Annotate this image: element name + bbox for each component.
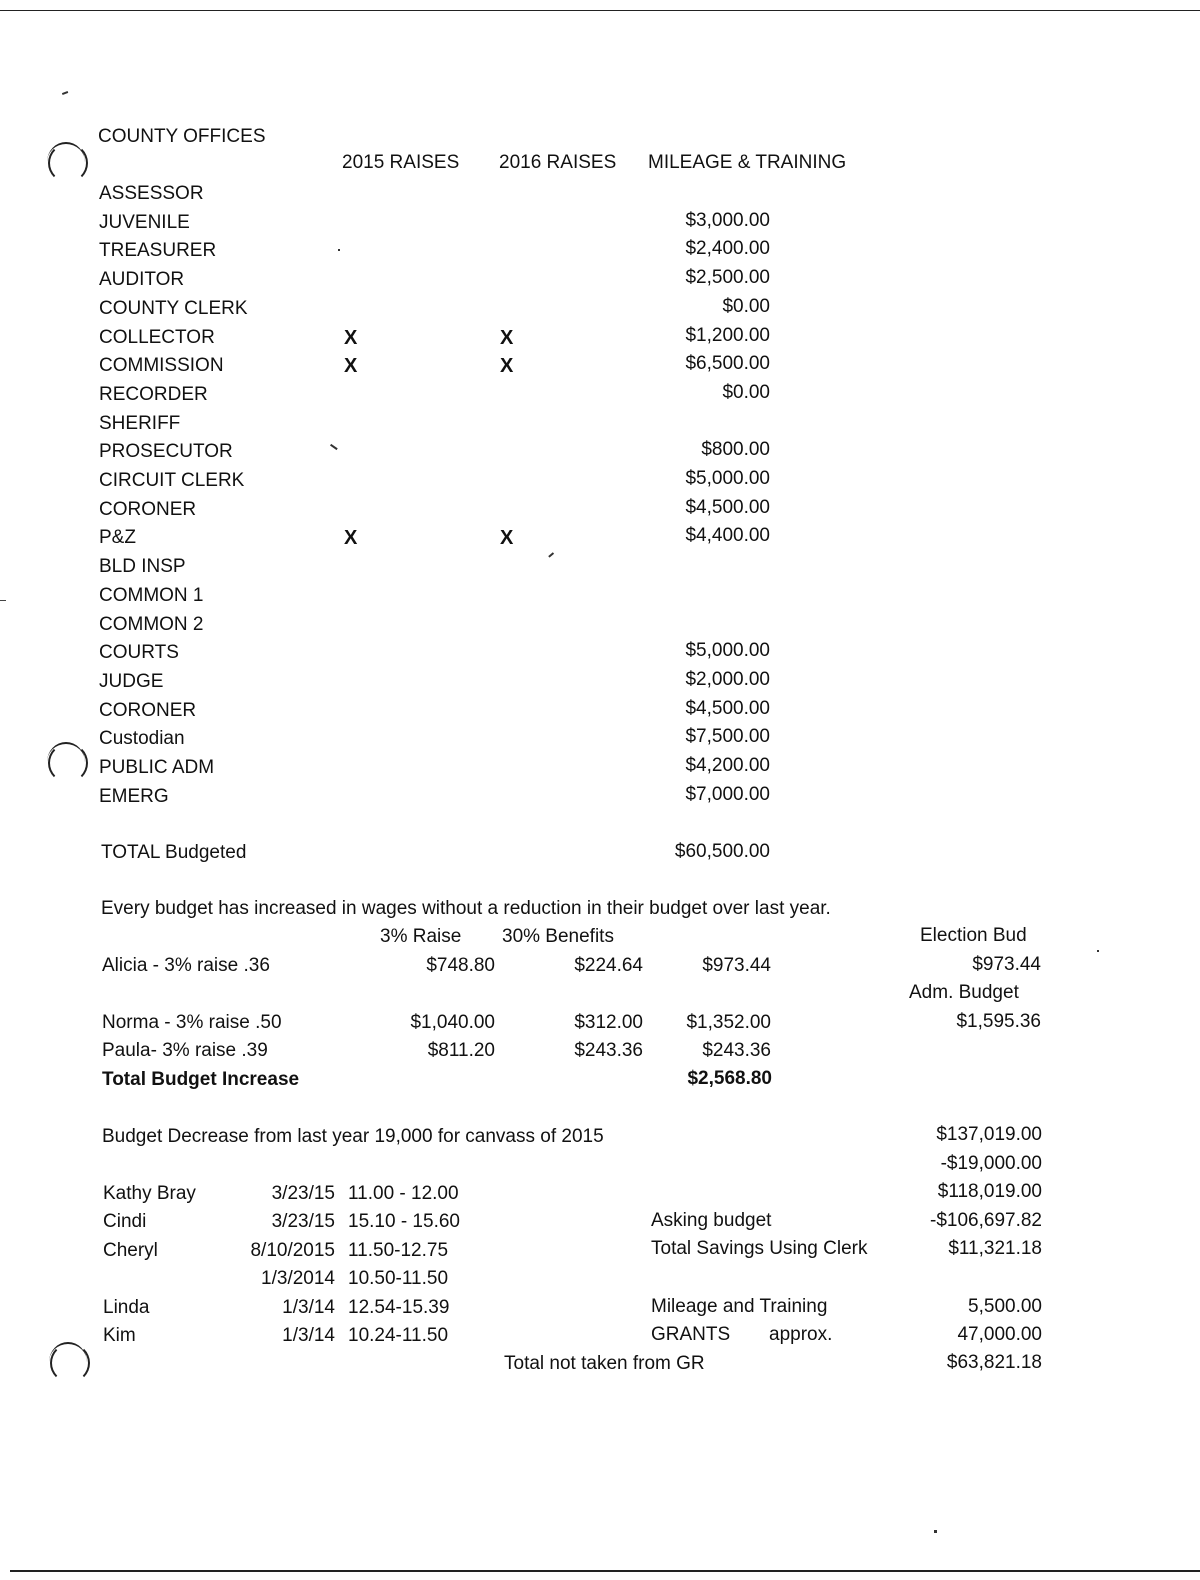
canvass-hours: 12.54-15.39 [348,1296,450,1318]
summary-value: -$19,000.00 [940,1152,1042,1174]
raise-amount: $811.20 [427,1040,495,1061]
office-name: JUDGE [99,670,164,692]
raise-total: $243.36 [702,1040,771,1061]
canvass-worker: Kathy Bray [103,1183,196,1204]
page-top-edge [0,0,1200,11]
office-name: CORONER [99,498,197,520]
col-header-2015: 2015 RAISES [342,152,460,173]
canvass-hours: 11.00 - 12.00 [348,1183,459,1204]
total-budgeted-value: $60,500.00 [674,841,770,862]
speck [62,91,68,94]
benefits-amount: $224.64 [574,955,643,976]
office-name: PUBLIC ADM [99,757,215,778]
margin-mark [0,600,6,601]
mileage-value: $4,500.00 [685,697,770,719]
election-header: Election Bud [920,925,1027,946]
summary-value: 47,000.00 [957,1324,1042,1346]
summary-value: $118,019.00 [937,1181,1042,1203]
mileage-value: $4,400.00 [685,525,770,547]
employee-name: Norma - 3% raise .50 [102,1012,282,1033]
page-title: COUNTY OFFICES [98,126,266,147]
raise-2015-mark: X [344,355,358,378]
office-name: COMMON 2 [99,613,204,635]
mileage-value: $0.00 [722,295,770,317]
summary-extra: approx. [769,1324,833,1346]
canvass-worker: Linda [103,1296,150,1318]
office-name: SHERIFF [99,412,181,434]
office-name: COMMON 1 [99,584,204,606]
raise-amount: $748.80 [426,955,495,976]
col-header-2016: 2016 RAISES [499,152,617,173]
raise-total: $1,352.00 [686,1012,771,1033]
office-name: COLLECTOR [99,326,215,348]
employee-name: Paula- 3% raise .39 [102,1040,268,1061]
office-name: COMMISSION [99,355,224,377]
raise-2016-mark: X [500,527,514,550]
decrease-note: Budget Decrease from last year 19,000 for canvass of 2015 [102,1126,604,1147]
mileage-value: $3,000.00 [685,209,770,231]
office-name: EMERG [99,785,169,807]
office-name: Custodian [99,728,185,750]
canvass-hours: 10.24-11.50 [348,1325,449,1346]
summary-label: GRANTS [651,1324,731,1346]
mileage-value: $5,000.00 [685,468,770,489]
summary-value: $11,321.18 [948,1238,1042,1260]
office-name: BLD INSP [99,556,186,578]
mileage-value: $4,200.00 [685,755,770,776]
office-name: JUVENILE [99,211,190,233]
summary-label: Mileage and Training [651,1295,828,1317]
mileage-value: $2,400.00 [685,238,770,260]
office-name: CIRCUIT CLERK [99,470,245,491]
total-increase-value: $2,568.80 [687,1068,772,1089]
canvass-date: 1/3/2014 [261,1268,335,1290]
total-not-taken-value: $63,821.18 [946,1352,1042,1373]
page-bottom-edge [10,1570,1200,1572]
budget-side-value: $1,595.36 [956,1011,1041,1032]
summary-label: Total Savings Using Clerk [651,1238,868,1260]
canvass-worker: Kim [103,1325,136,1346]
office-name: COURTS [99,642,179,664]
canvass-hours: 10.50-11.50 [348,1268,449,1290]
mileage-value: $2,000.00 [685,668,770,690]
canvass-date: 1/3/14 [282,1296,335,1318]
raise-header: 3% Raise [380,926,462,947]
adm-header: Adm. Budget [909,982,1019,1003]
punch-hole-icon [48,143,88,183]
office-name: AUDITOR [99,269,185,291]
canvass-hours: 11.50-12.75 [348,1239,449,1261]
speck [548,552,554,557]
raise-2015-mark: X [344,326,358,349]
mileage-value: $4,500.00 [685,496,770,518]
raise-2016-mark: X [500,326,514,349]
benefits-header: 30% Benefits [502,926,614,947]
speck [338,249,340,251]
benefits-amount: $243.36 [574,1040,643,1061]
benefits-amount: $312.00 [574,1012,643,1033]
canvass-hours: 15.10 - 15.60 [348,1211,460,1233]
punch-hole-icon [50,1343,90,1383]
office-name: COUNTY CLERK [99,297,248,319]
office-name: TREASURER [99,240,217,262]
employee-name: Alicia - 3% raise .36 [102,955,270,976]
speck [934,1530,937,1533]
mileage-value: $6,500.00 [685,353,770,375]
mileage-value: $0.00 [722,381,770,403]
office-name: RECORDER [99,383,208,405]
summary-value: -$106,697.82 [930,1209,1042,1231]
mileage-value: $7,000.00 [685,783,770,805]
total-increase-label: Total Budget Increase [102,1069,300,1090]
mileage-value: $1,200.00 [685,324,770,346]
punch-hole-icon [48,743,88,783]
total-not-taken-label: Total not taken from GR [504,1353,705,1374]
raise-amount: $1,040.00 [410,1012,495,1033]
office-name: P&Z [99,527,136,549]
speck [1097,950,1099,952]
summary-value: $137,019.00 [936,1124,1042,1145]
canvass-date: 8/10/2015 [250,1239,335,1261]
office-name: CORONER [99,699,197,721]
raise-2016-mark: X [500,355,514,378]
canvass-worker: Cheryl [103,1239,158,1261]
budget-side-value: $973.44 [972,954,1041,975]
raise-2015-mark: X [344,527,358,550]
total-budgeted-label: TOTAL Budgeted [101,842,247,863]
office-name: PROSECUTOR [99,441,233,463]
canvass-date: 3/23/15 [271,1183,335,1204]
raise-total: $973.44 [702,955,771,976]
budget-note: Every budget has increased in wages without a reduction in their budget over last year. [101,898,831,919]
summary-value: 5,500.00 [968,1295,1042,1317]
mileage-value: $2,500.00 [685,267,770,289]
canvass-date: 1/3/14 [282,1325,335,1346]
col-header-mileage: MILEAGE & TRAINING [648,152,847,173]
mileage-value: $800.00 [701,439,770,461]
summary-label: Asking budget [651,1209,772,1231]
canvass-date: 3/23/15 [271,1211,335,1233]
mileage-value: $7,500.00 [685,726,770,748]
canvass-worker: Cindi [103,1211,147,1233]
office-name: ASSESSOR [99,183,204,204]
mileage-value: $5,000.00 [685,640,770,662]
speck [330,444,337,450]
